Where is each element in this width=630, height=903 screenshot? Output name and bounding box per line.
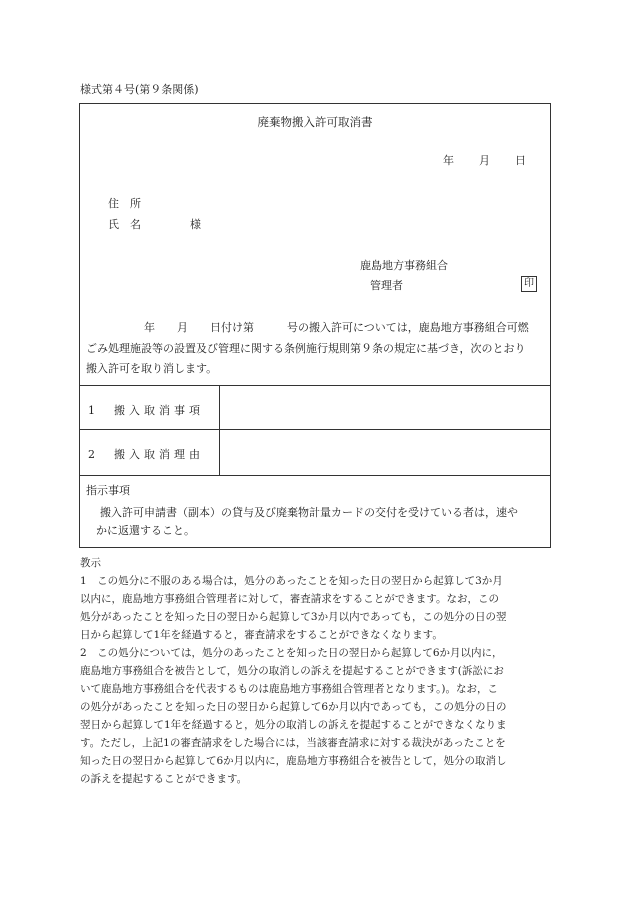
- form-number-label: 様式第４号(第９条関係): [80, 83, 199, 96]
- notes-line: 知った日の翌日から起算して6か月以内に，鹿島地方事務組合を被告として，処分の取消し: [80, 755, 507, 767]
- notes-line: 以内に，鹿島地方事務組合管理者に対して，審査請求をすることができます。なお，この: [80, 593, 499, 605]
- manager-title: 管理者: [370, 279, 403, 292]
- instructions-heading: 指示事項: [86, 484, 130, 497]
- notes-line: の訴えを提起することができます。: [80, 773, 248, 785]
- notes-line: 鹿島地方事務組合を被告として，処分の取消しの訴えを提起することができます(訴訟にお: [80, 665, 504, 677]
- row-cancel-reason-label: 2 搬入取消理由: [88, 448, 204, 461]
- body-line-2: ごみ処理施設等の設置及び管理に関する条例施行規則第９条の規定に基づき，次のとおり: [86, 342, 526, 355]
- organization-name: 鹿島地方事務組合: [360, 259, 448, 272]
- notes-heading: 教示: [80, 557, 101, 569]
- address-label: 住 所: [108, 197, 141, 210]
- document-title: 廃棄物搬入許可取消書: [257, 115, 373, 129]
- body-line-3: 搬入許可を取り消します。: [86, 362, 218, 375]
- instructions-line-2: かに返還すること。: [96, 524, 195, 537]
- notes-section: [80, 554, 554, 788]
- date-day: 日: [515, 154, 526, 167]
- honorific: 様: [190, 218, 201, 231]
- instructions-line-1: 搬入許可申請書（副本）の貸与及び廃棄物計量カードの交付を受けている者は，速や: [100, 506, 518, 519]
- date-month: 月: [479, 154, 490, 167]
- name-label: 氏 名: [108, 218, 141, 231]
- notes-line: 処分があったことを知った日の翌日から起算して3か月以内であっても，この処分の日の翌: [80, 611, 507, 623]
- notes-line: の処分があったことを知った日の翌日から起算して6か月以内であっても，この処分の日の: [80, 701, 507, 713]
- divider-1: [80, 385, 550, 386]
- notes-line: 2 この処分については，処分のあったことを知った日の翌日から起算して6か月以内に，: [80, 647, 503, 659]
- form-box: [79, 103, 551, 548]
- notes-line: す。ただし，上記1の審査請求をした場合には，当該審査請求に対する裁決があったことを: [80, 737, 506, 749]
- notes-line: 1 この処分に不服のある場合は，処分のあったことを知った日の翌日から起算して3か月: [80, 575, 503, 587]
- seal-mark: 印: [521, 276, 537, 292]
- notes-line: いて鹿島地方事務組合を代表するものは鹿島地方事務組合管理者となります。)。なお，こ: [80, 683, 499, 695]
- body-line-1: 年 月 日付け第 号の搬入許可については，鹿島地方事務組合可燃: [144, 321, 529, 334]
- divider-2: [80, 429, 550, 430]
- row-cancel-items-label: 1 搬入取消事項: [88, 404, 204, 417]
- divider-3: [80, 475, 550, 476]
- column-divider: [219, 385, 220, 475]
- date-year: 年: [443, 154, 454, 167]
- notes-line: 日から起算して1年を経過すると，審査請求をすることができなくなります。: [80, 629, 443, 641]
- notes-line: 翌日から起算して1年を経過すると，処分の取消しの訴えを提起することができなくなりま: [80, 719, 507, 731]
